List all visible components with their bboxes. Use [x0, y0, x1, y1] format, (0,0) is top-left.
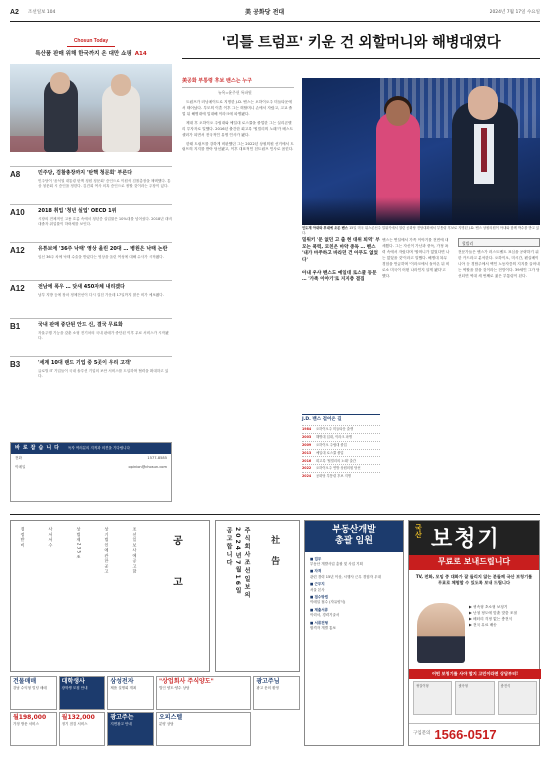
- photo-foreground: [10, 136, 172, 152]
- notice-column: 경 정 받 비: [20, 527, 26, 547]
- classified-title: 건물매매: [13, 678, 37, 685]
- recruit-item-head: ■ 자격: [310, 569, 322, 574]
- brief-text: 임신 36주 차에 낙태 수술을 받았다는 영상을 올린 여성에 대해 수사가 시작됐다.: [38, 254, 164, 259]
- classified-text: 가정 방문 서비스: [13, 722, 39, 727]
- spokesperson-portrait: [417, 603, 465, 663]
- classified-text: 정기 점검 서비스: [61, 722, 88, 727]
- point-item: ▶ 난청 정도에 맞춘 맞춤 조절: [469, 610, 517, 615]
- classified-ads: [10, 676, 300, 746]
- chosun-today-headline[interactable]: [10, 51, 172, 58]
- company-notice-text: [224, 527, 251, 667]
- timeline-year: 2022: [302, 466, 312, 471]
- sub-headline: [302, 238, 380, 284]
- brief-text: 자율주행 기능을 갖춘 소형 전기차의 국내 판매가 중단된 이후 무료 서비스가 시작됐다.: [38, 330, 169, 341]
- brief-headline: 국내 판매 중단된 안드 신, 결국 무료화: [38, 322, 123, 329]
- brief-item[interactable]: [10, 280, 172, 318]
- main-headline[interactable]: '리틀 트럼프' 키운 건 외할머니와 해병대였다: [182, 34, 540, 59]
- brief-headline: 유튜브에 '36주 낙태' 영상 올린 20대 … 병원은 낙태 논란: [38, 246, 168, 253]
- reader-box-email-row: [11, 463, 171, 472]
- brief-text: 글로벌 IT 기업들이 국내 솔루션 기업의 보안 서비스를 도입하며 협력을 확대하고 있다.: [38, 368, 169, 379]
- classified-ad[interactable]: [156, 676, 251, 710]
- notice-column: 상 기 법 인 에 관 한 공 고: [104, 527, 110, 574]
- notice-title: 공 고: [170, 535, 182, 601]
- hearing-aid-contact: [409, 723, 539, 745]
- timeline-title: J.D. 밴스 걸어온 길: [302, 417, 342, 422]
- body-paragraph: 제대 후 오하이오 주립대와 예일대 로스쿨을 졸업한 그는 실리콘밸리 투자자로 일했다. 2016년 출간한 회고록 '힐빌리의 노래'가 베스트셀러가 되면서 전국적인 유명 인사가 됐다.: [182, 120, 294, 137]
- body-paragraph: 한때 트럼프를 강하게 비판했던 그는 2022년 상원의원 선거에서 트럼프의 지지를 받아 당선됐고, 이후 대표적인 친트럼프 인사로 꼽힌다.: [182, 141, 294, 152]
- product-thumbnails: [413, 681, 537, 715]
- notice-line: 주 식 회 사 조 선 일 보 의: [243, 527, 250, 598]
- recruitment-ad: [304, 520, 404, 746]
- recruitment-title-line: 총괄 임원: [335, 536, 373, 547]
- story-body-middle: 밴스는 연설에서 가족 이야기를 전면에 내세웠다. 그는 자신이 가난과 중독, 가정 폭력 속에서 자랐다며 '할머니가 없었다면 나는 없었을 것'이라고 말했다. 해병대 복무 경험을 언급하며 '이라크에서 돌아온 뒤 비로소 미국이 어떤 나라인지 알게 됐다'고 했다.: [382, 238, 450, 278]
- recruit-item-text: 부동산 개발사업 총괄 및 사업 기획: [310, 561, 363, 566]
- photo-man-head: [468, 86, 498, 120]
- point-item: ▶ 전국 무료 배송: [469, 622, 497, 627]
- classified-text: 광고 문의 환영: [256, 686, 279, 691]
- recruit-item-text: 이메일 접수 (자유양식): [310, 600, 346, 605]
- timeline-row: [302, 425, 380, 433]
- chosun-today-headline-text: 특산품 판매 위해 한국까지 온 대만 쇼핑: [35, 50, 132, 57]
- brief-text: 남부 지방 등에 장마 정체전선이 다시 걸친 가운데 17일까지 많은 비가 예보됐다.: [38, 292, 164, 297]
- legal-notice-ad: [10, 520, 210, 672]
- recruit-item-head: ■ 업무: [310, 556, 322, 561]
- brief-headline: '세계 10대 랜드 기업 중 5곳이 우리 고객': [38, 360, 132, 367]
- classified-title: 삼성전자: [110, 678, 134, 685]
- byline: 뉴욕=윤주헌 특파원: [218, 90, 252, 95]
- classified-ad[interactable]: [10, 676, 57, 710]
- recruit-item-text: 이력서, 경력기술서: [310, 613, 340, 618]
- classified-ad[interactable]: [253, 676, 300, 710]
- reader-box-title: [11, 443, 171, 454]
- classified-title: "상업회사 주식양도": [159, 678, 214, 685]
- classified-ad[interactable]: [10, 712, 57, 746]
- story-body-right: 전문가들은 밴스가 러스트벨트 표심을 공략하기 위한 카드라고 분석한다. 오하이오, 미시간, 펜실베이니아 등 경합주에서 백인 노동자층의 지지를 끌어내는 역할을 맡을 것이라는 전망이다. 39세인 그가 당선되면 역대 세 번째로 젊은 부통령이 된다.: [458, 250, 540, 278]
- classified-title: 광고주님: [256, 678, 280, 685]
- reader-box-title-text: 바로잡습니다: [15, 445, 62, 451]
- classified-text: 법인 양도·양수 상담: [159, 686, 190, 691]
- email-address[interactable]: opinion@chosun.com: [128, 464, 167, 469]
- hearing-aid-title: 보청기: [431, 527, 501, 552]
- company-notice-ad: [215, 520, 300, 672]
- page-header: [10, 6, 540, 22]
- classified-text: 강남 수익형 빌딩 매매: [13, 686, 47, 691]
- point-item: ▶ 귀속형 초소형 보청기: [469, 605, 508, 609]
- recruit-item-text: 서울 본사: [310, 587, 325, 592]
- recruit-item-head: ■ 제출서류: [310, 607, 329, 612]
- chosun-today-caption: [10, 154, 172, 164]
- brief-text: 민주당이 '윤석열 대통령 탄핵 청원 청문회' 증인으로 이원석 검찰총장을 채택했다. 통상 청문회 시 증인을 정한다. 김건희 여사 의혹 증인으로 정할 것이라는 주장이 있다.: [38, 178, 171, 189]
- main-story: [182, 28, 540, 510]
- photo-person-left-head: [50, 72, 70, 94]
- classified-title: 월132,000: [61, 714, 95, 721]
- classified-ad[interactable]: [59, 676, 106, 710]
- reader-correction-box: [10, 442, 172, 502]
- recruitment-title-line: 부동산개발: [332, 525, 376, 535]
- product-thumbnail: 충전식: [498, 681, 537, 715]
- sub-headline-2: 아내 우샤 밴스도 예일대 로스쿨 동문 … '가족 이야기'로 지지층 결집: [302, 270, 377, 283]
- classified-title: 오피스텔: [159, 714, 183, 721]
- sub-headline-1: 밀워키 '문 없던 고 출 현 대위 퇴역' 부모는 폭력, 모친은 마약 중독 … 밴스 '내가 마주하고 바라던 건 아무도 없었다': [302, 238, 380, 263]
- timeline-box: [302, 414, 380, 480]
- brief-page: B3: [10, 360, 21, 370]
- page-number: A2: [10, 9, 19, 16]
- timeline-year: 2024: [302, 474, 312, 479]
- brief-headline: 전남에 폭우 … 닷새 450자체 내리겠다: [38, 284, 125, 291]
- timeline-event: 해병대 입대, 이라크 파병: [316, 435, 353, 440]
- timeline-row: [302, 441, 380, 449]
- classified-ad[interactable]: [107, 712, 154, 746]
- timeline-row: [302, 472, 380, 480]
- contact-label: 구입문의: [413, 731, 431, 737]
- ad-divider: [10, 514, 540, 515]
- caption-text: 15일 미국 위스콘신주 밀워키에서 열린 공화당 전당대회에서 부통령 후보로 지명된 J.D. 밴스 상원의원이 아내와 함께 박수를 받고 있다.: [302, 226, 540, 235]
- photo-man-tie: [481, 128, 487, 172]
- phone-label: 전화: [15, 455, 22, 460]
- keyword-box: 힐빌리: [458, 238, 540, 247]
- section-title: 美 공화당 전대: [245, 9, 285, 16]
- body-paragraph: 트럼프가 러닝메이트로 지명한 J.D. 밴스는 오하이오주 미들타운에서 태어났다. 부모의 이혼 이후 그는 외할머니 손에서 자랐고, 고교 졸업 뒤 해병대에 입대해 이라크에 파병됐다.: [182, 100, 293, 116]
- briefs-list: [10, 166, 172, 394]
- reader-box-sub: 독자 여러분의 지적과 의견을 기다립니다: [67, 446, 130, 450]
- chosun-today-tag: Chosun Today: [67, 38, 115, 47]
- photo-crowd: [302, 197, 540, 225]
- photo-woman-head: [386, 100, 410, 126]
- brief-item[interactable]: [10, 204, 172, 242]
- classified-ad[interactable]: [107, 676, 154, 710]
- brief-item[interactable]: [10, 166, 172, 204]
- timeline-year: 2016: [302, 458, 312, 463]
- classified-text: 장학생 모집 안내: [61, 686, 88, 691]
- photo-person-right-head: [111, 74, 131, 96]
- paper-issue: 조선일보 104: [28, 10, 56, 15]
- company-seal: 社告: [269, 535, 280, 577]
- classified-title: 대학생사: [61, 678, 85, 685]
- classified-ad[interactable]: [59, 712, 106, 746]
- hearing-aid-ad[interactable]: [408, 520, 540, 746]
- classified-text: 지면광고 안내: [110, 722, 132, 727]
- main-photo: [302, 78, 540, 225]
- recruitment-details: [305, 552, 403, 635]
- timeline-year: 2009: [302, 442, 312, 447]
- timeline-row: [302, 456, 380, 464]
- reader-box-phone-row: [11, 454, 171, 463]
- contact-phone[interactable]: 1566-0517: [434, 726, 497, 742]
- notice-line: 공 고 합 니 다: [225, 527, 232, 566]
- phone-number[interactable]: 1577-8585: [147, 455, 167, 460]
- timeline-event: 예일대 로스쿨 졸업: [316, 450, 344, 455]
- timeline-event: 오하이오주 미들타운 출생: [316, 427, 354, 432]
- recruitment-title: [305, 521, 403, 552]
- hearing-aid-title-bar: [409, 521, 539, 555]
- timeline-year: 1984: [302, 427, 312, 432]
- brief-page: A10: [10, 208, 25, 218]
- timeline-year: 2003: [302, 435, 312, 440]
- product-thumbnail: 귀걸이형: [413, 681, 452, 715]
- brief-page: A12: [10, 246, 25, 256]
- brief-headline: 2018 취업 '청년 실업' OECD 1위: [38, 208, 117, 215]
- point-item: ▶ 배터리 걱정 없는 충전식: [469, 616, 513, 621]
- notice-line: 2 0 2 4 년 7 월 1 6 일: [234, 527, 241, 594]
- hearing-aid-banner: 어떤 보청기를 사야 할지 고민이라면 상담부터!: [409, 669, 541, 679]
- notice-column: 상 법 제 2 3 5 조: [76, 527, 82, 559]
- timeline-row: [302, 464, 380, 472]
- issue-date: 2024년 7월 17일 수요일: [489, 10, 540, 15]
- brief-text: 시장의 전체적인 고용 흐름 속에서 청년층 실업률은 10%대를 넘어섰다. 2018년 대비 대졸자 취업률이 하락세를 보인다.: [38, 216, 172, 227]
- main-photo-caption: [302, 226, 540, 235]
- timeline-event: 공화당 부통령 후보 지명: [316, 474, 351, 479]
- classified-text: 분양 상담: [159, 722, 174, 727]
- timeline-event: 오하이오주 연방 상원의원 당선: [316, 466, 361, 471]
- timeline-event: 오하이오 주립대 졸업: [316, 442, 347, 447]
- recruit-item-head: ■ 근무지: [310, 582, 325, 587]
- brief-item[interactable]: [10, 356, 172, 394]
- classified-ad[interactable]: [156, 712, 251, 746]
- notice-column: 조 선 일 보 사 에 공 고 함: [132, 527, 138, 574]
- timeline-year: 2013: [302, 450, 312, 455]
- caption-lead: 인도계 아내와 무대에 오른 밴스: [302, 226, 348, 230]
- hearing-aid-subtitle: 무료로 보내드립니다: [409, 555, 539, 570]
- brief-item[interactable]: [10, 242, 172, 280]
- classified-text: 제품 설명회 개최: [110, 686, 137, 691]
- brief-page: B1: [10, 322, 21, 332]
- brief-page: A8: [10, 170, 21, 180]
- left-column: [10, 28, 172, 510]
- brief-headline: 민주당, 검찰총장까지 '탄핵 청문회' 부른다: [38, 170, 133, 177]
- hearing-aid-side-label: 국산: [414, 524, 423, 538]
- brief-item[interactable]: [10, 318, 172, 356]
- product-thumbnail: 귓속형: [455, 681, 494, 715]
- classified-title: 월198,000: [13, 714, 47, 721]
- recruit-item-text: 합격자 개별 통보: [310, 626, 336, 631]
- recruit-item-text: 관련 경력 15년 이상, 시행사 근무 경험자 우대: [310, 574, 381, 579]
- email-label: 이메일: [15, 464, 26, 469]
- timeline-row: [302, 433, 380, 441]
- hearing-aid-description: TV, 전화, 모임 중 대화가 잘 들리지 않는 분들께 국산 보청기를 무료로 체험할 수 있도록 보내 드립니다: [415, 573, 533, 586]
- timeline-row: [302, 449, 380, 457]
- analysis-headline: 美공화 부통령 후보 밴스는 누구: [182, 78, 294, 88]
- recruit-item-head: ■ 서류전형: [310, 620, 329, 625]
- classified-title: 광고주는: [110, 714, 134, 721]
- recruit-item-head: ■ 접수방법: [310, 595, 329, 600]
- brief-page: A12: [10, 284, 25, 294]
- timeline-event: 회고록 '힐빌리의 노래' 출간: [316, 458, 356, 463]
- chosun-today-page-ref: A14: [134, 50, 147, 57]
- analysis-body: [182, 100, 294, 156]
- chosun-today-photo: [10, 64, 172, 152]
- hearing-aid-points: [469, 605, 537, 629]
- notice-column: 사 서 서 수: [48, 527, 54, 547]
